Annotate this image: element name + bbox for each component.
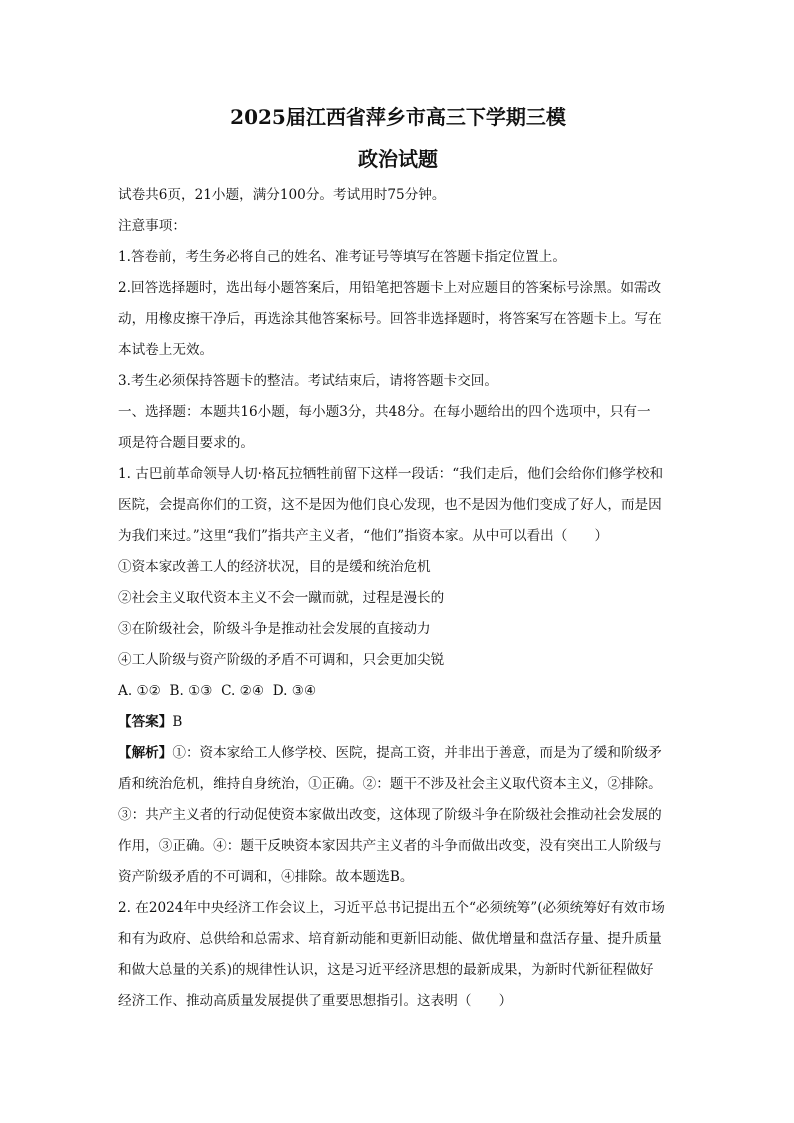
page-title: 2025届江西省萍乡市高三下学期三模	[230, 105, 566, 129]
answer-label: 【答案】	[118, 714, 173, 730]
section-heading-line-1: 一、选择题：本题共16小题，每小题3分，共48分。在每小题给出的四个选项中，只有一	[118, 404, 651, 420]
note-1: 1.答卷前，考生务必将自己的姓名、准考证号等填写在答题卡指定位置上。	[118, 249, 566, 265]
q1-answer	[118, 707, 678, 738]
q2-stem-line-4: 经济工作、推动高质量发展提供了重要思想指引。这表明（ ）	[118, 993, 513, 1009]
section-heading-line-2: 项是符合题目要求的。	[118, 435, 254, 451]
q1-option-3: ③在阶级社会，阶级斗争是推动社会发展的直接动力	[118, 621, 431, 637]
q2-stem-line-1: 2. 在2024年中央经济工作会议上，习近平总书记提出五个“必须统筹”(必须统筹好有效市场	[118, 900, 665, 916]
note-3: 3.考生必须保持答题卡的整洁。考试结束后，请将答题卡交回。	[118, 373, 498, 389]
q1-analysis-line-3: ③：共产主义者的行动促使资本家做出改变，这体现了阶级斗争在阶级社会推动社会发展的	[118, 807, 662, 823]
q1-stem-line-1: 1. 古巴前革命领导人切·格瓦拉牺牲前留下这样一段话：“我们走后，他们会给你们修学校和	[118, 466, 664, 482]
q1-analysis-line-2: 盾和统治危机，维持自身统治，①正确。②：题干不涉及社会主义取代资本主义，②排除。	[118, 776, 662, 792]
page-subtitle: 政治试题	[358, 147, 438, 171]
q1-option-2: ②社会主义取代资本主义不会一蹴而就，过程是漫长的	[118, 590, 445, 606]
note-2-line-2: 动，用橡皮擦干净后，再选涂其他答案标号。回答非选择题时，将答案写在答题卡上。写在	[118, 311, 662, 327]
q1-choices: A. ①② B. ①③ C. ②④ D. ③④	[118, 683, 317, 699]
q1-analysis-line-1	[118, 738, 678, 769]
q1-stem-line-3: 为我们来过。”这里“我们”指共产主义者，“他们”指资本家。从中可以看出（ ）	[118, 528, 609, 544]
note-2-line-1: 2.回答选择题时，选出每小题答案后，用铅笔把答题卡上对应题目的答案标号涂黑。如需改	[118, 280, 662, 296]
q2-stem-line-3: 和做大总量的关系)的规律性认识，这是习近平经济思想的最新成果，为新时代新征程做好	[118, 962, 654, 978]
analysis-label: 【解析】	[118, 745, 173, 761]
q2-stem-line-2: 和有为政府、总供给和总需求、培育新动能和更新旧动能、做优增量和盘活存量、提升质量	[118, 931, 662, 947]
q1-option-4: ④工人阶级与资产阶级的矛盾不可调和，只会更加尖锐	[118, 652, 445, 668]
q1-stem-line-2: 医院，会提高你们的工资，这不是因为他们良心发现，也不是因为他们变成了好人，而是因	[118, 497, 662, 513]
notes-heading: 注意事项：	[118, 218, 186, 234]
q1-analysis-line-4: 作用，③正确。④：题干反映资本家因共产主义者的斗争而做出改变，没有突出工人阶级与	[118, 838, 662, 854]
analysis-text: ①：资本家给工人修学校、医院，提高工资，并非出于善意，而是为了缓和阶级矛	[172, 745, 662, 761]
exam-info: 试卷共6页，21小题，满分100分。考试用时75分钟。	[118, 187, 446, 203]
answer-value: B	[172, 714, 183, 730]
q1-option-1: ①资本家改善工人的经济状况，目的是缓和统治危机	[118, 559, 431, 575]
note-2-line-3: 本试卷上无效。	[118, 342, 214, 358]
exam-page	[118, 100, 678, 1017]
q1-analysis-line-5: 资产阶级矛盾的不可调和，④排除。故本题选B。	[118, 869, 414, 885]
